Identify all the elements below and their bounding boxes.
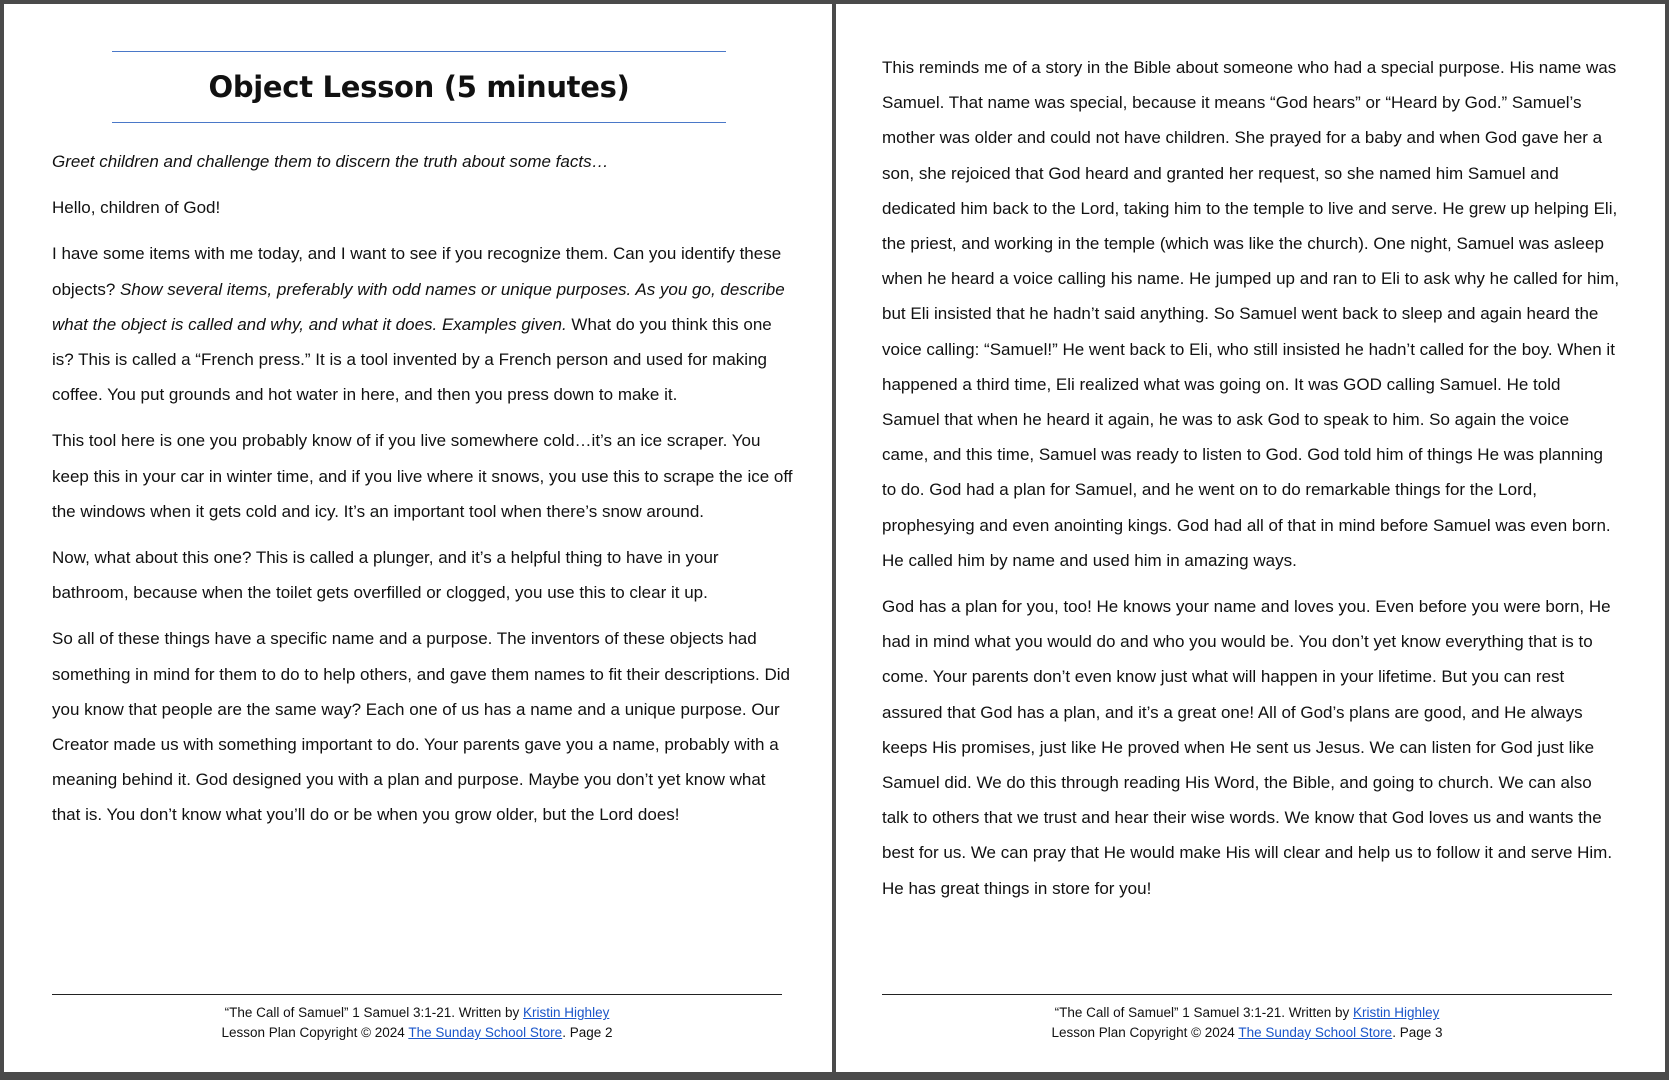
store-link[interactable]: The Sunday School Store (1238, 1025, 1393, 1040)
paragraph (52, 190, 797, 225)
footer-citation: “The Call of Samuel” 1 Samuel 3:1-21. Written by (224, 1005, 524, 1020)
lesson-text: Now, what about this one? This is called a plunger, and it’s a helpful thing to have in your bathroom, because when the toilet gets overfilled or clogged, you use this to clear it up. (52, 548, 719, 603)
page-body (52, 144, 797, 844)
lesson-text: I have some items with me today, and I want to see if you recognize them. Can you identify these objects? (52, 244, 782, 299)
page-number: . Page 2 (562, 1025, 613, 1040)
section-title-block (112, 51, 726, 123)
author-link[interactable]: Kristin Highley (1353, 1005, 1440, 1020)
page-footer (52, 994, 782, 1043)
lesson-text: This reminds me of a story in the Bible about someone who had a special purpose. His name was Samuel. That name was special, because it means “God hears” or “Heard by God.” Samuel’s mother was older and could not have children. She prayed for a baby and when God gave her a son, she rejoiced that God heard and granted her request, so she named him Samuel and dedicated him back to the Lord, taking him to the temple to live and serve. He grew up helping Eli, the priest, and working in the temple (which was like the church). One night, Samuel was asleep when he heard a voice calling his name. He jumped up and ran to Eli to ask why he called for him, but Eli insisted that he hadn’t said anything. So Samuel went back to sleep and again heard the voice calling: “Samuel!” He went back to Eli, who still insisted he hadn’t called for the boy. When it happened a third time, Eli realized what was going on. It was GOD calling Samuel. He told Samuel that when he heard it again, he was to ask God to speak to him. So again the voice came, and this time, Samuel was ready to listen to God. God told him of things He was planning to do. God had a plan for Samuel, and he went on to do remarkable things for the Lord, prophesying and even anointing kings. God had all of that in mind before Samuel was even born. He called him by name and used him in amazing ways. (882, 58, 1620, 570)
lesson-text: So all of these things have a specific name and a purpose. The inventors of these objects had something in mind for them to do to help others, and gave them names to fit their descriptions. Did you know that people are the same way? Each one of us has a name and a unique purpose. Our Creator made us with something important to do. Your parents gave you a name, probably with a meaning behind it. God designed you with a plan and purpose. Maybe you don’t yet know what that is. You don’t know what you’ll do or be when you grow older, but the Lord does! (52, 629, 790, 825)
instruction-text: Show several items, preferably with odd names or unique purposes. As you go, describe what the object is called and why, and what it does. Examples given. (52, 279, 785, 334)
paragraph (52, 621, 797, 832)
lesson-text: Hello, children of God! (52, 198, 221, 218)
lesson-text: This tool here is one you probably know of if you live somewhere cold…it’s an ice scraper. You keep this in your car in winter time, and if you live where it snows, you use this to scrape the ice off the windows when it gets cold and icy. It’s an important tool when there’s snow around. (52, 431, 793, 521)
footer-citation: “The Call of Samuel” 1 Samuel 3:1-21. Written by (1054, 1005, 1354, 1020)
paragraph (52, 423, 797, 529)
footer-line-1 (882, 1003, 1612, 1023)
paragraph (52, 236, 797, 412)
footer-copyright: Lesson Plan Copyright © 2024 (1051, 1025, 1239, 1040)
footer-line-2 (882, 1023, 1612, 1043)
section-title: Object Lesson (5 minutes) (208, 70, 630, 104)
lesson-text: God has a plan for you, too! He knows your name and loves you. Even before you were born, He had in mind what you would do and who you would be. You don’t yet know everything that is to come. Your parents don’t even know just what will happen in your lifetime. But you can rest assured that God has a plan, and it’s a great one! All of God’s plans are good, and He always keeps His promises, just like He proved when He sent us Jesus. We can listen for God just like Samuel did. We do this through reading His Word, the Bible, and going to church. We can also talk to others that we trust and hear their wise words. We know that God loves us and wants the best for us. We can pray that He would make His will clear and help us to follow it and serve Him. He has great things in store for you! (882, 597, 1613, 898)
page-body (882, 50, 1620, 917)
footer-line-2 (52, 1023, 782, 1043)
page-footer (882, 994, 1612, 1043)
paragraph (882, 50, 1620, 578)
paragraph (52, 540, 797, 610)
paragraph (52, 144, 797, 179)
instruction-text: Greet children and challenge them to discern the truth about some facts… (52, 152, 609, 171)
store-link[interactable]: The Sunday School Store (408, 1025, 563, 1040)
paragraph (882, 589, 1620, 906)
footer-line-1 (52, 1003, 782, 1023)
footer-copyright: Lesson Plan Copyright © 2024 (221, 1025, 409, 1040)
page-number: . Page 3 (1392, 1025, 1443, 1040)
document-page-3 (836, 4, 1665, 1072)
lesson-text: What do you think this one is? This is called a “French press.” It is a tool invented by a French person and used for making coffee. You put grounds and hot water in here, and then you press down to make it. (52, 314, 772, 405)
author-link[interactable]: Kristin Highley (523, 1005, 610, 1020)
document-page-2 (4, 4, 832, 1072)
